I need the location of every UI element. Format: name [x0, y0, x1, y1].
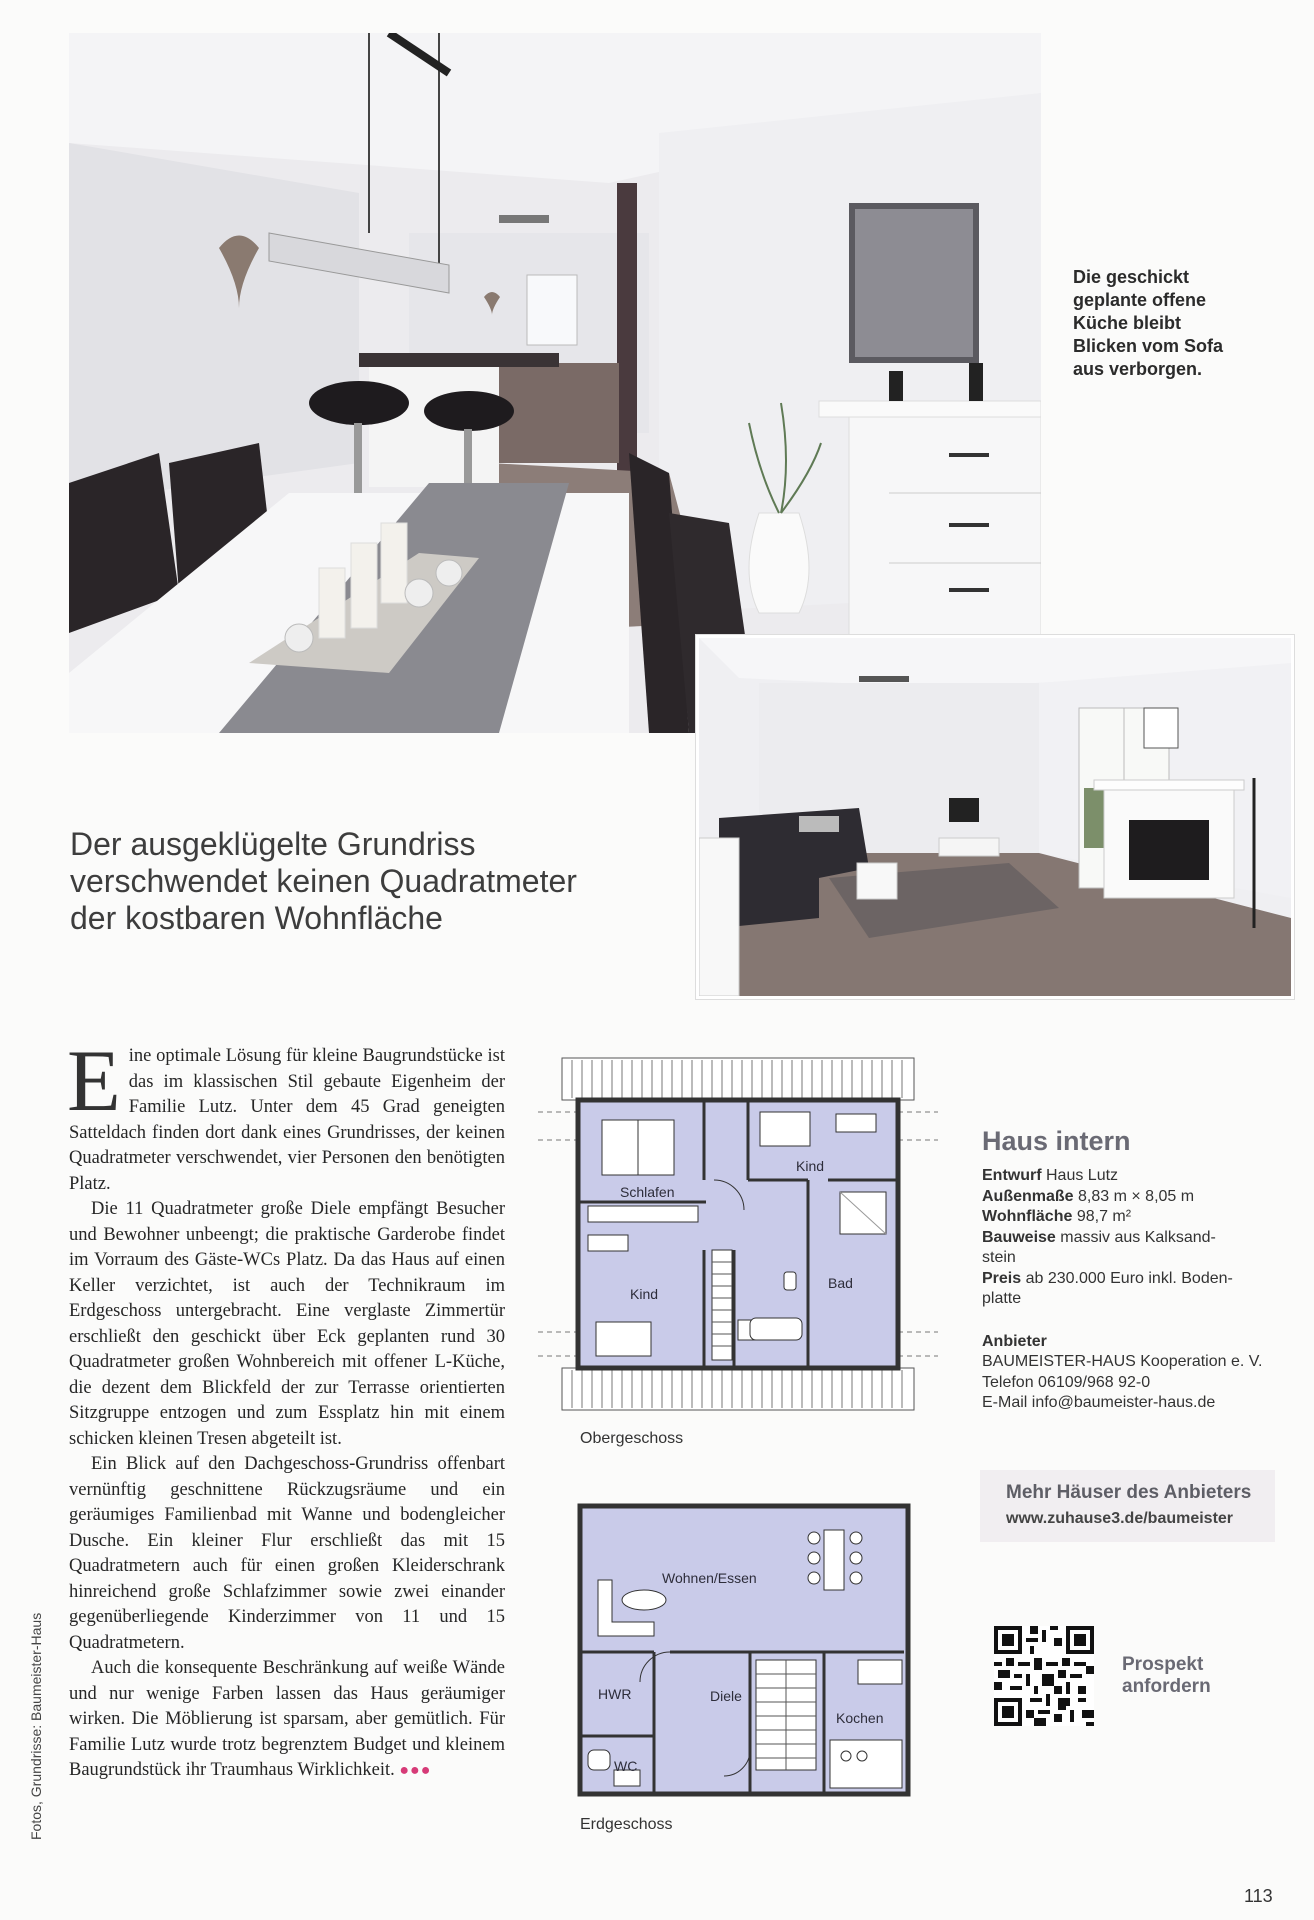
article-body — [67, 1033, 505, 1784]
room-label-schlafen: Schlafen — [620, 1184, 675, 1200]
info-value: ab 230.000 Euro inkl. Boden- — [1025, 1269, 1233, 1287]
anbieter-telefon: Telefon 06109/968 92-0 — [982, 1373, 1151, 1391]
room-label-kind: Kind — [630, 1286, 659, 1302]
floorplan-ground — [574, 1500, 914, 1800]
promo-box[interactable] — [980, 1470, 1275, 1542]
qr-label-line: anfordern — [1122, 1676, 1211, 1697]
paragraph: Ein Blick auf den Dachgeschoss-Grundriss offenbart vernünftig geschnittene Rückzugsräume und ein geräumiges Familienbad mit Wanne und bodengleicher Dusche. Ein kleiner Flur erschließt das mit 15 Quadratmetern auch für einen großen Kleiderschrank hinreichend große Schlafzimmer sowie zwei einander gegenüberliegende Kinderzimmer von 11 und 15 Quadratmetern. — [69, 1454, 505, 1653]
headline-line: verschwendet keinen Quadratmeter — [70, 863, 577, 899]
photo-caption — [1073, 266, 1273, 381]
paragraph — [67, 1033, 505, 1197]
room-label-hwr: HWR — [598, 1686, 632, 1702]
end-mark: ●●● — [399, 1762, 432, 1779]
photo-credit: Fotos, Grundrisse: Baumeister-Haus — [28, 1612, 44, 1840]
info-value: Haus Lutz — [1046, 1167, 1119, 1184]
info-value: stein — [982, 1249, 1016, 1266]
room-label-diele: Diele — [710, 1688, 742, 1704]
room-label-kochen: Kochen — [836, 1710, 884, 1726]
info-label: Preis — [982, 1269, 1022, 1287]
info-label: Bauweise — [982, 1228, 1056, 1246]
caption-line: Die geschickt — [1073, 267, 1190, 287]
paragraph — [69, 1656, 505, 1784]
floorplan-upper — [538, 1050, 938, 1415]
info-box — [982, 1166, 1272, 1414]
anbieter-name: BAUMEISTER-HAUS Kooperation e. V. — [982, 1353, 1263, 1370]
info-label: Außenmaße — [982, 1187, 1074, 1205]
qr-label-line: Prospekt — [1122, 1654, 1204, 1675]
caption-line: Küche bleibt — [1073, 313, 1182, 333]
info-label: Entwurf — [982, 1167, 1042, 1184]
room-label-bad: Bad — [828, 1275, 853, 1291]
paragraph-text: Auch die konsequente Beschränkung auf weiße Wände und nur wenige Farben lassen das Haus geräumiger wirken. Die Möblierung ist sparsam, aber gemütlich. Für Familie Lutz wurde trotz begrenztem Budget und kleinem Baugrundstück ihr Traumhaus Wirklichkeit. — [69, 1658, 505, 1780]
living-room-photo — [696, 635, 1294, 999]
plan-label-upper: Obergeschoss — [580, 1430, 684, 1447]
headline-line: Der ausgeklügelte Grundriss — [70, 826, 476, 862]
qr-code-icon[interactable] — [994, 1626, 1094, 1726]
headline — [70, 826, 630, 937]
caption-line: Blicken vom Sofa — [1073, 336, 1224, 356]
plan-label-ground: Erdgeschoss — [580, 1816, 673, 1833]
promo-title: Mehr Häuser des Anbieters — [1006, 1482, 1252, 1503]
room-label-wohnen-essen: Wohnen/Essen — [662, 1570, 757, 1586]
paragraph-text: ine optimale Lösung für kleine Baugrundstücke ist das im klassischen Stil gebaute Eigenheim der Familie Lutz. Unter dem 45 Grad geneigten Satteldach finden dort dank eines Grundrisses, der keinen Quadratmeter verschwendet, vier Personen den benötigten Platz. — [69, 1046, 505, 1194]
drop-cap: E — [67, 1033, 121, 1130]
info-title: Haus intern — [982, 1126, 1131, 1156]
info-value: platte — [982, 1290, 1022, 1307]
page-number: 113 — [1244, 1886, 1273, 1906]
info-label: Anbieter — [982, 1332, 1047, 1350]
paragraph: Die 11 Quadratmeter große Diele empfängt Besucher und Bewohner unbeengt; die praktische Garderobe findet im Vorraum des Gäste-WCs Platz. Da das Haus auf einen Keller verzichtet, ist auch der Technikraum im Erdgeschoss untergebracht. Eine verglaste Zimmertür erschließt den geschickt über Eck geplanten rund 30 Quadratmeter großen Wohnbereich mit offener L-Küche, die dezent dem Blickfeld der zur Terrasse orientierten Sitzgruppe entzogen und zum Essplatz hin mit einem schicken kleinen Tresen abgeteilt ist. — [69, 1199, 505, 1449]
info-value: massiv aus Kalksand- — [1060, 1228, 1216, 1246]
info-label: Wohnfläche — [982, 1208, 1073, 1225]
promo-url[interactable]: www.zuhause3.de/baumeister — [1006, 1510, 1234, 1527]
qr-label[interactable] — [1122, 1654, 1211, 1698]
info-value: 8,83 m × 8,05 m — [1078, 1187, 1195, 1205]
caption-line: aus verborgen. — [1073, 359, 1203, 379]
caption-line: geplante offene — [1073, 290, 1207, 310]
info-value: 98,7 m² — [1076, 1208, 1132, 1225]
kitchen-dining-photo — [69, 33, 1041, 733]
room-label-wc: WC — [614, 1758, 638, 1774]
anbieter-email[interactable]: E-Mail info@baumeister-haus.de — [982, 1394, 1216, 1411]
headline-line: der kostbaren Wohnfläche — [70, 900, 443, 936]
room-label-kind: Kind — [796, 1158, 825, 1174]
